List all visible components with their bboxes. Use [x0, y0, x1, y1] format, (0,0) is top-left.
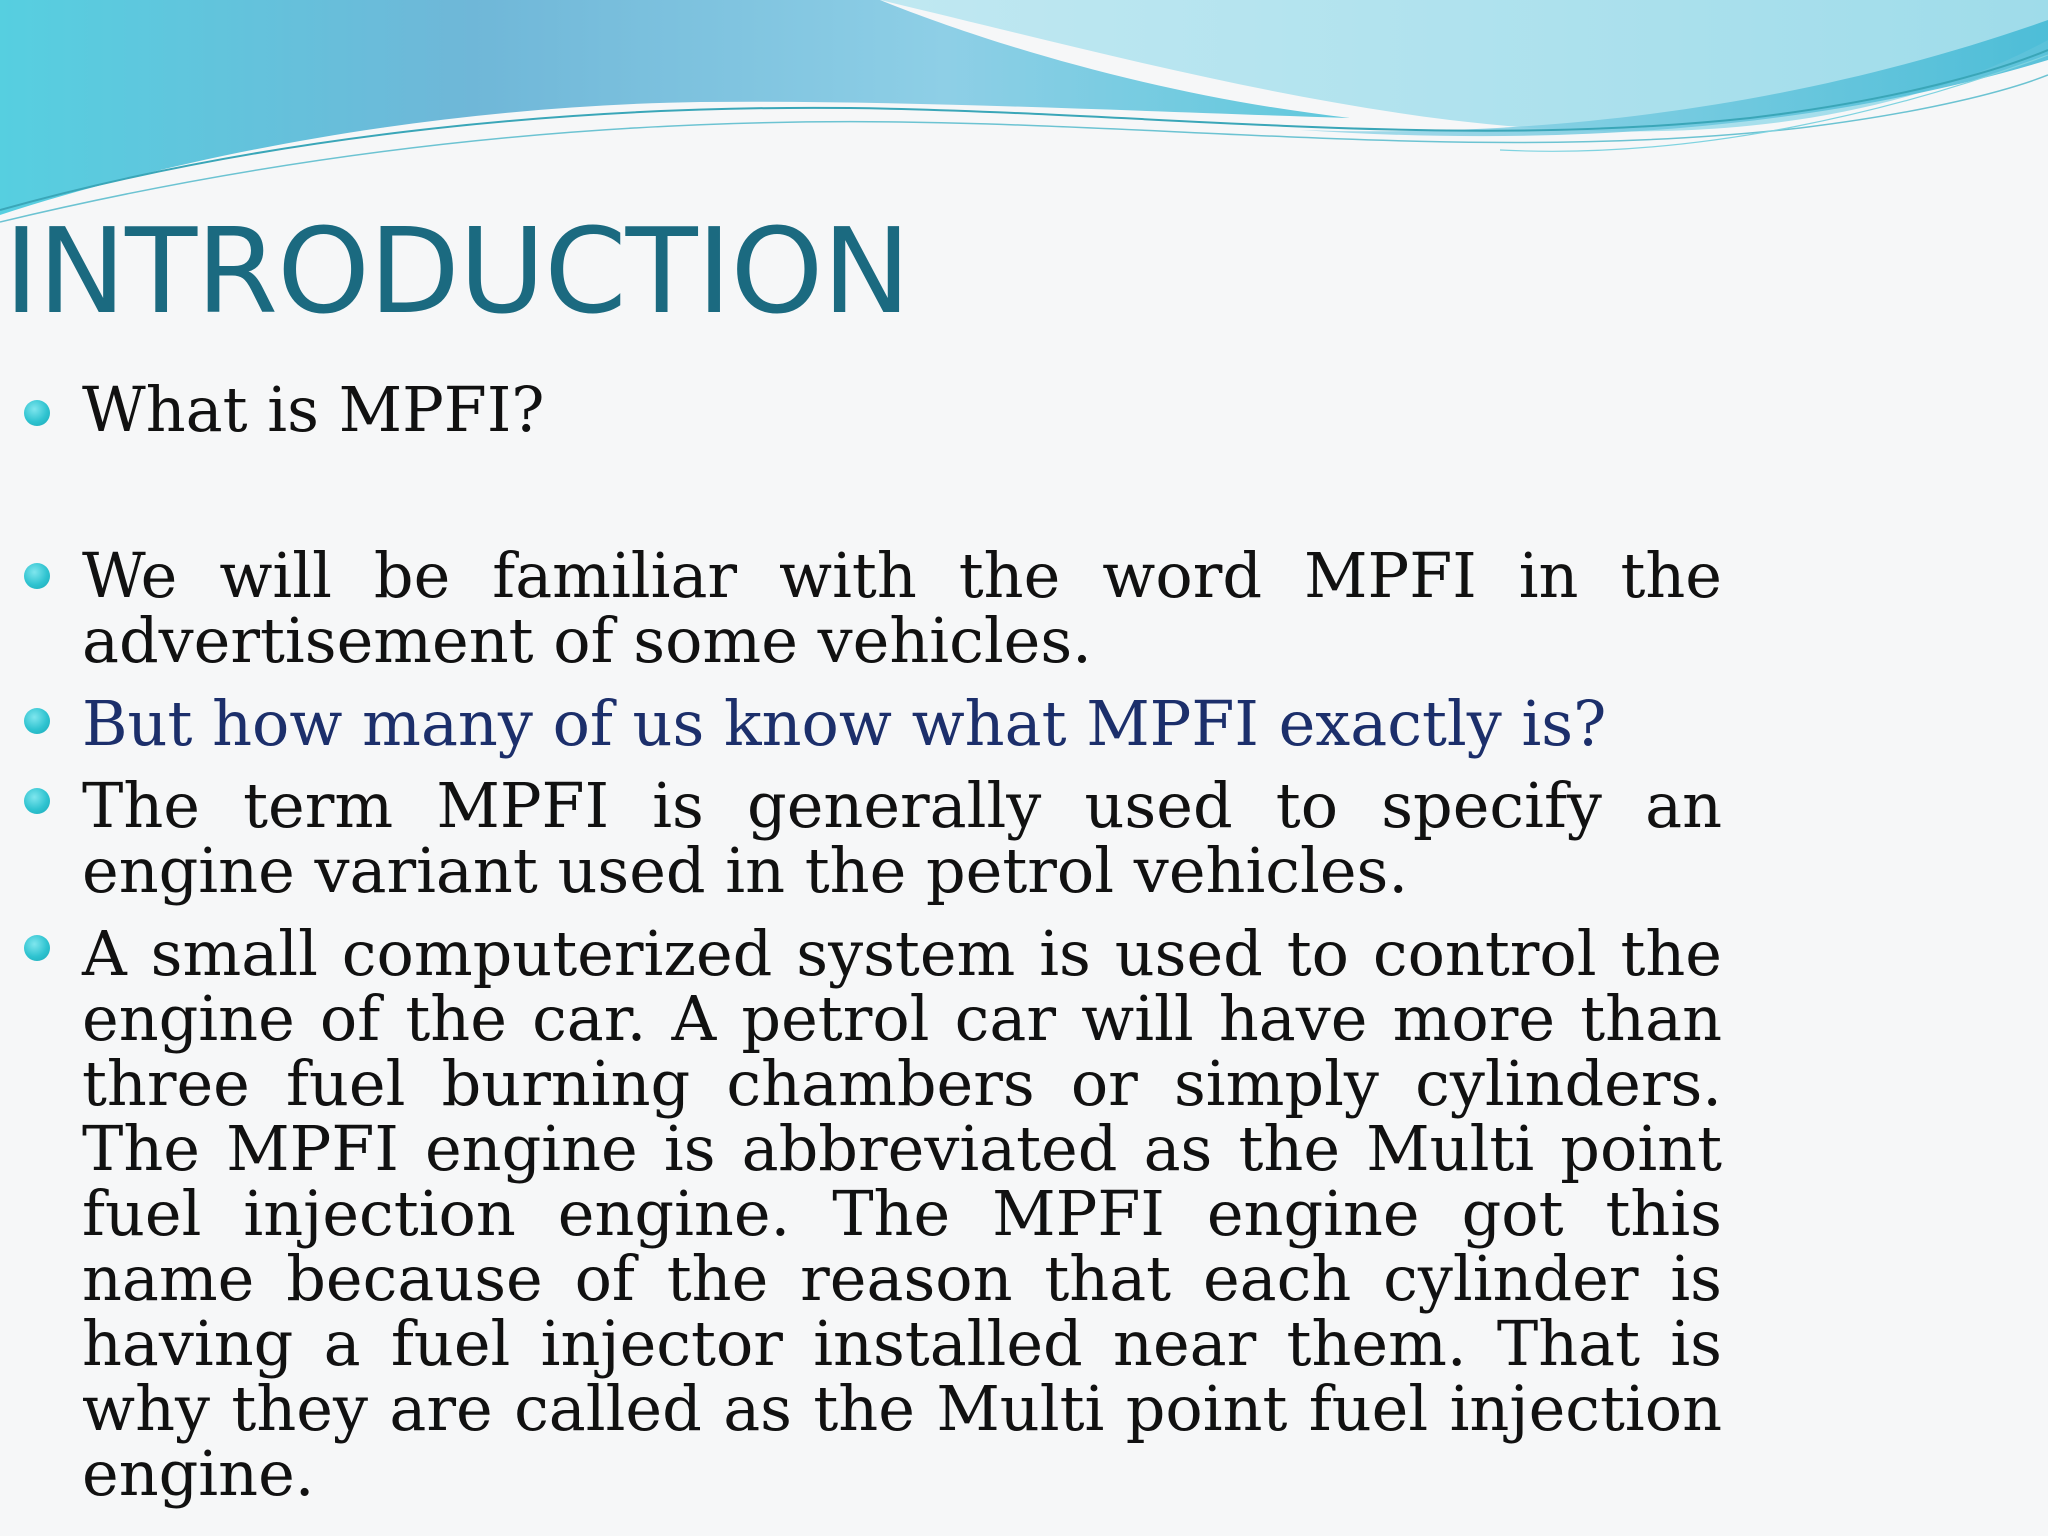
bullet-item — [82, 373, 1722, 446]
bullet-dot-icon — [24, 935, 50, 961]
bullet-dot-icon — [24, 400, 50, 426]
bullet-dot-icon — [24, 708, 50, 734]
bullet-item — [82, 539, 1722, 677]
bullet-item — [82, 769, 1722, 907]
bullet-text: We will be familiar with the word MPFI in the advertisement of some vehicles. — [82, 539, 1722, 677]
bullet-item — [82, 917, 1722, 1510]
bullet-item — [82, 687, 1722, 760]
bullet-dot-icon — [24, 563, 50, 589]
bullet-text: A small computerized system is used to control the engine of the car. A petrol car will have more than three fuel burning chambers or simply cylinders. The MPFI engine is abbreviated as the Multi point fuel injection engine. The MPFI engine got this name because of the reason that each cylinder is having a fuel injector installed near them. That is why they are called as the Multi point fuel injection engine. — [82, 917, 1722, 1510]
slide-title: INTRODUCTION — [4, 202, 910, 340]
bullet-dot-icon — [24, 788, 50, 814]
bullet-text: But how many of us know what MPFI exactly is? — [82, 687, 1607, 760]
bullet-text: What is MPFI? — [82, 373, 545, 446]
bullet-text: The term MPFI is generally used to specify an engine variant used in the petrol vehicles. — [82, 769, 1722, 907]
